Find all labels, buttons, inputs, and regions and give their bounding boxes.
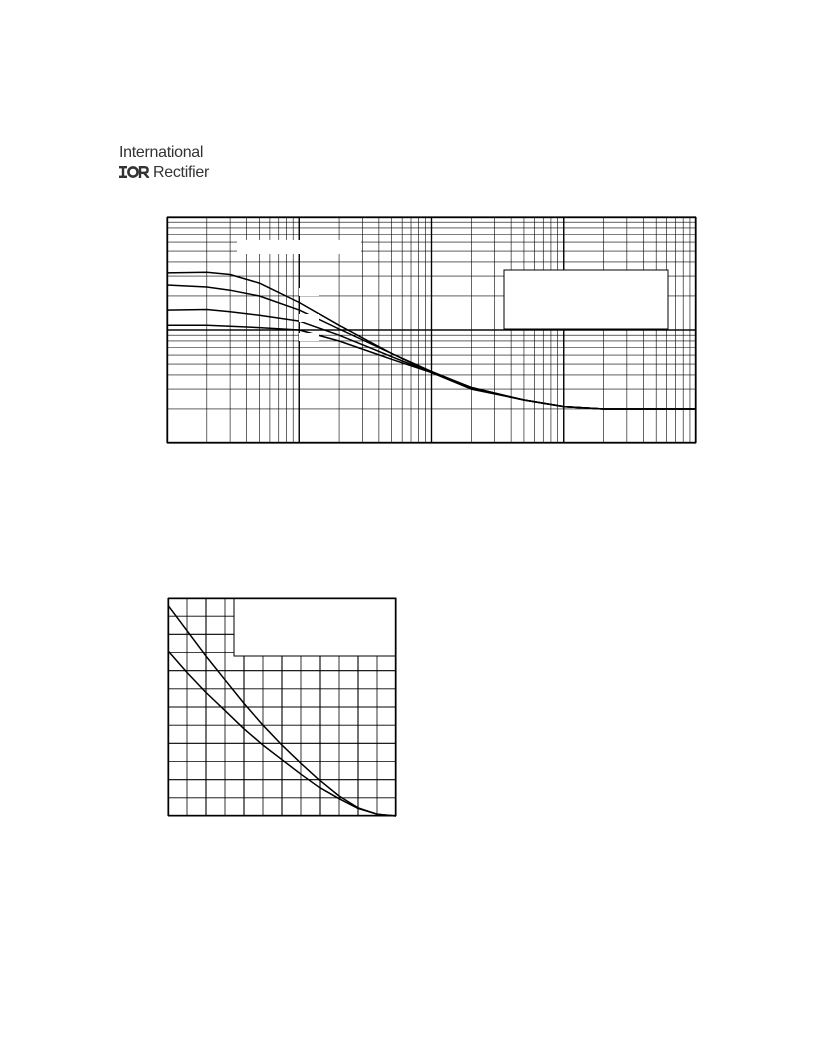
logo-text-rectifier: Rectifier bbox=[153, 164, 209, 181]
ir-logo-icon bbox=[119, 166, 150, 178]
logo-line-rectifier bbox=[119, 163, 209, 183]
chart-top bbox=[167, 217, 696, 443]
chart-top-curve-tag-1 bbox=[299, 288, 319, 296]
chart-top-curve-tag-2 bbox=[299, 314, 319, 322]
chart-bottom-label-box bbox=[234, 598, 396, 656]
chart-top-curve-tag-3 bbox=[299, 333, 319, 341]
logo-text-international: International bbox=[119, 144, 204, 161]
chart-top-legend-box bbox=[504, 270, 668, 329]
chart-bottom bbox=[168, 598, 396, 816]
company-logo bbox=[119, 144, 219, 186]
chart-top-label-box bbox=[237, 240, 361, 254]
